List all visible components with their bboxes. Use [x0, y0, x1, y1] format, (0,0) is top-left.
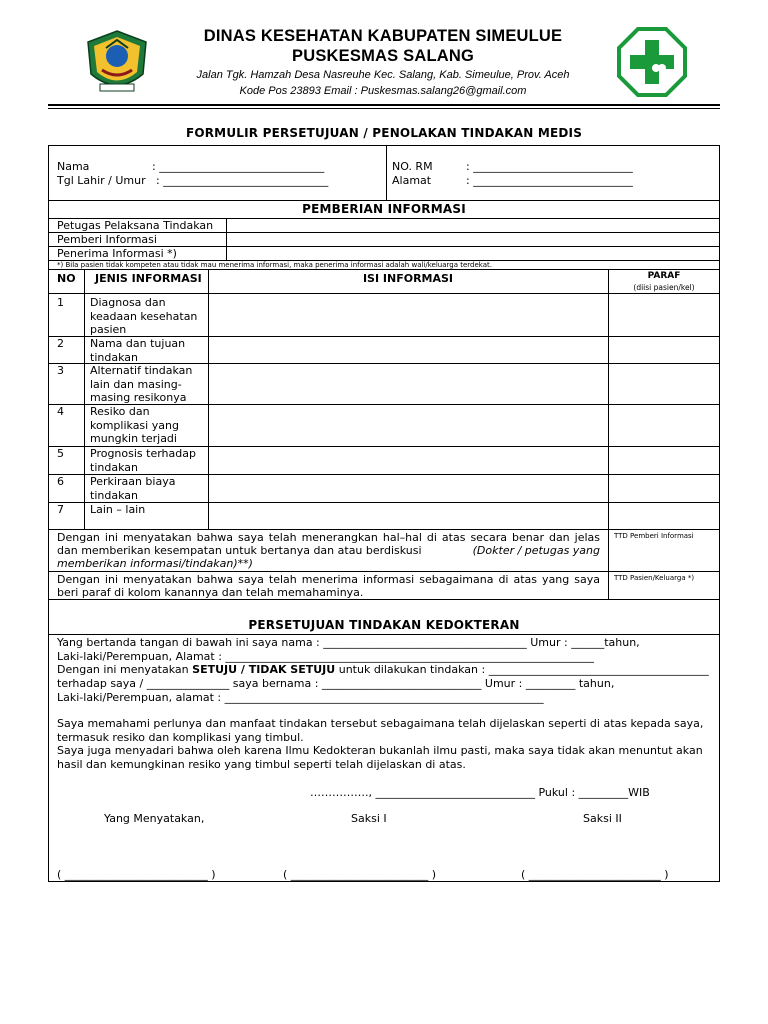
row-6-label: Perkiraan biaya tindakan [90, 475, 176, 502]
row-2-no: 2 [57, 337, 64, 350]
row-3-no: 3 [57, 364, 64, 377]
consent-line-3 [57, 663, 709, 677]
row-5-no: 5 [57, 447, 64, 460]
puskesmas-title: PUSKESMAS SALANG [292, 47, 474, 65]
no-rm-field[interactable]: : _____________________________ [466, 160, 633, 173]
letterhead [48, 18, 720, 106]
agency-title: DINAS KESEHATAN KABUPATEN SIMEULUE [203, 27, 563, 45]
consent-line-3c: untuk dilakukan tindakan : ________________________________________ [338, 663, 709, 676]
footnote: *) Bila pasien tidak kompeten atau tidak mau menerima informasi, maka penerima informasi adalah wali/keluarga terdekat. [57, 261, 492, 269]
row-5-label: Prognosis terhadap tindakan [90, 447, 196, 474]
kabupaten-logo [82, 28, 152, 98]
nama-label: Nama [57, 160, 90, 173]
consent-line-4: terhadap saya / _______________ saya bernama : _____________________________ Umur : _________ tahun, [57, 677, 615, 690]
form-title: FORMULIR PERSETUJUAN / PENOLAKAN TINDAKAN MEDIS [185, 126, 583, 140]
signature-label-saksi-1: Saksi I [351, 812, 387, 825]
row-7-no: 7 [57, 503, 64, 516]
consent-section-title: PERSETUJUAN TINDAKAN KEDOKTERAN [248, 618, 520, 632]
signature-line-menyatakan[interactable]: ( __________________________ ) [57, 868, 216, 881]
consent-para-2: termasuk resiko dan komplikasi yang timbul. [57, 731, 304, 744]
tgl-lahir-label: Tgl Lahir / Umur [57, 174, 146, 187]
letterhead-text [148, 26, 618, 98]
statement-2-line-1: Dengan ini menyatakan bahwa saya telah menerima informasi sebagaimana di atas yang saya [57, 573, 600, 586]
header-rule [48, 104, 720, 106]
col-paraf: PARAF [647, 271, 681, 281]
no-rm-label: NO. RM [392, 160, 433, 173]
consent-para-4: hasil dan kemungkinan resiko yang timbul seperti telah dijelaskan di atas. [57, 758, 466, 771]
row-2-label: Nama dan tujuan tindakan [90, 337, 186, 364]
statement-1-line-2 [57, 544, 600, 558]
petugas-label: Petugas Pelaksana Tindakan [57, 219, 214, 232]
col-no: NO [57, 272, 76, 285]
statement-1-line-2b: (Dokter / petugas yang [472, 544, 600, 557]
date-time-line[interactable]: ……………., _____________________________ Pukul : _________WIB [310, 786, 650, 799]
row-1-no: 1 [57, 296, 64, 309]
signature-line-saksi-1[interactable]: ( _________________________ ) [283, 868, 437, 881]
puskesmas-logo [616, 26, 688, 98]
col-isi: ISI INFORMASI [362, 272, 454, 285]
row-3-label: Alternatif tindakan lain dan masing-masing resikonya [90, 364, 193, 404]
statement-2-line-2: beri paraf di kolom kanannya dan telah memahaminya. [57, 586, 364, 599]
signature-label-saksi-2: Saksi II [583, 812, 622, 825]
consent-line-1: Yang bertanda tangan di bawah ini saya nama : _____________________________________ Umur : ______tahun, [57, 636, 640, 649]
col-jenis: JENIS INFORMASI [95, 272, 202, 285]
ttd-pasien-label: TTD Pasien/Keluarga *) [614, 574, 695, 582]
row-6-no: 6 [57, 475, 64, 488]
info-section-title: PEMBERIAN INFORMASI [302, 202, 466, 216]
row-4-label: Resiko dan komplikasi yang mungkin terjadi [90, 405, 179, 445]
consent-para-3: Saya juga menyadari bahwa oleh karena Ilmu Kedokteran bukanlah ilmu pasti, maka saya tidak akan menuntut akan [57, 744, 703, 757]
penerima-label: Penerima Informasi *) [57, 247, 177, 260]
signature-label-menyatakan: Yang Menyatakan, [104, 812, 205, 825]
consent-line-3a: Dengan ini menyatakan [57, 663, 189, 676]
signature-line-saksi-2[interactable]: ( ________________________ ) [521, 868, 669, 881]
row-1-label: Diagnosa dan keadaan kesehatan pasien [90, 296, 198, 336]
alamat-label: Alamat [392, 174, 432, 187]
consent-para-1: Saya memahami perlunya dan manfaat tindakan tersebut sebagaimana telah dijelaskan seperti di atas kepada saya, [57, 717, 704, 730]
col-paraf-sub: (diisi pasien/kel) [633, 283, 695, 292]
statement-1-line-1: Dengan ini menyatakan bahwa saya telah menerangkan hal–hal di atas secara benar dan jelas [57, 531, 600, 544]
nama-field[interactable]: : ______________________________ [152, 160, 325, 173]
contact-line: Kode Pos 23893 Email : Puskesmas.salang26@gmail.com [239, 85, 527, 97]
consent-line-5: Laki-laki/Perempuan, alamat : __________________________________________________________ [57, 691, 544, 704]
statement-1-line-2a: dan memberikan kesempatan untuk bertanya dan atau berdiskusi [57, 544, 422, 557]
setuju-tidak-setuju[interactable]: SETUJU / TIDAK SETUJU [192, 663, 336, 676]
header-rule-thin [48, 108, 720, 109]
consent-line-2: Laki-laki/Perempuan, Alamat : ___________________________________________________________________ [57, 650, 594, 663]
row-7-label: Lain – lain [90, 503, 146, 516]
tgl-lahir-field[interactable]: : ______________________________ [156, 174, 329, 187]
address-line: Jalan Tgk. Hamzah Desa Nasreuhe Kec. Salang, Kab. Simeulue, Prov. Aceh [196, 69, 570, 81]
ttd-pemberi-label: TTD Pemberi Informasi [614, 532, 694, 540]
pemberi-label: Pemberi Informasi [57, 233, 157, 246]
statement-1-line-3: memberikan informasi/tindakan)**) [57, 557, 253, 570]
alamat-field[interactable]: : _____________________________ [466, 174, 633, 187]
row-4-no: 4 [57, 405, 64, 418]
